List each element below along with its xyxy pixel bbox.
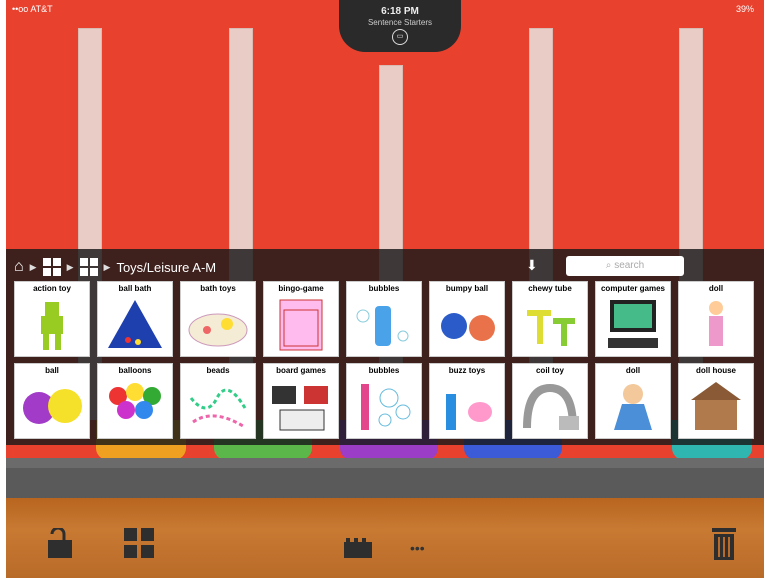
symbol-card[interactable] xyxy=(263,281,339,357)
grid-icon[interactable] xyxy=(80,258,98,276)
carrier-label: ••oo AT&T xyxy=(12,4,53,14)
bingo-card-image xyxy=(270,296,332,352)
symbol-picker xyxy=(6,249,764,445)
symbol-label: beads xyxy=(206,366,230,375)
symbol-card[interactable] xyxy=(346,281,422,357)
symbol-card[interactable] xyxy=(429,281,505,357)
symbol-card[interactable] xyxy=(429,363,505,439)
more-button[interactable]: ••• xyxy=(410,540,425,556)
symbol-card[interactable] xyxy=(180,363,256,439)
doll-image xyxy=(685,296,747,352)
symbol-card[interactable] xyxy=(346,363,422,439)
doll-house-image xyxy=(685,378,747,434)
chevron-right-icon: ▶ xyxy=(29,261,37,272)
symbol-label: chewy tube xyxy=(528,284,572,293)
symbol-card[interactable] xyxy=(97,281,173,357)
chewy-tube-image xyxy=(519,296,581,352)
symbol-card[interactable] xyxy=(678,363,754,439)
trash-icon[interactable] xyxy=(712,526,736,565)
download-icon[interactable]: ⬇ xyxy=(526,257,538,273)
search-input[interactable] xyxy=(566,256,684,276)
ball-image xyxy=(21,378,83,434)
symbol-card[interactable] xyxy=(180,281,256,357)
ball-bath-image xyxy=(104,296,166,352)
app-screen xyxy=(6,0,764,578)
keyboard-icon[interactable] xyxy=(344,538,372,563)
symbol-label: doll xyxy=(708,284,724,293)
symbol-card[interactable] xyxy=(97,363,173,439)
symbol-label: ball bath xyxy=(118,284,152,293)
symbol-label: board games xyxy=(276,366,326,375)
symbol-label: action toy xyxy=(33,284,71,293)
clock: 6:18 PM xyxy=(381,6,419,17)
symbol-label: bumpy ball xyxy=(445,284,489,293)
coil-toy-image xyxy=(519,378,581,434)
battery-label: 39% xyxy=(735,4,754,14)
action-toy-image xyxy=(21,296,83,352)
symbol-card[interactable] xyxy=(512,281,588,357)
doll-image xyxy=(602,378,664,434)
unlock-icon[interactable] xyxy=(46,528,74,558)
title-notch xyxy=(339,0,461,52)
symbol-card[interactable] xyxy=(512,363,588,439)
symbol-card[interactable] xyxy=(595,281,671,357)
beads-image xyxy=(187,378,249,434)
board-games-image xyxy=(270,378,332,434)
balloons-image xyxy=(104,378,166,434)
symbol-label: balloons xyxy=(118,366,152,375)
bubbles-image xyxy=(353,378,415,434)
symbol-card[interactable] xyxy=(595,363,671,439)
symbol-label: doll xyxy=(625,366,641,375)
breadcrumb-current[interactable]: Toys/Leisure A-M xyxy=(116,259,217,275)
speech-bubble-icon[interactable]: ▭ xyxy=(392,29,408,45)
symbol-label: coil toy xyxy=(535,366,564,375)
symbol-card[interactable] xyxy=(263,363,339,439)
bubbles-image xyxy=(353,296,415,352)
symbol-card[interactable] xyxy=(14,363,90,439)
bath-toys-image xyxy=(187,296,249,352)
symbol-card[interactable] xyxy=(678,281,754,357)
home-icon[interactable]: ⌂ xyxy=(14,258,24,275)
grid-icon[interactable] xyxy=(124,528,154,563)
bottom-toolbar xyxy=(6,498,764,578)
buzz-toys-image xyxy=(436,378,498,434)
tab-tray-shadow xyxy=(6,468,764,498)
symbol-label: doll house xyxy=(696,366,736,375)
bumpy-ball-image xyxy=(436,296,498,352)
grid-icon[interactable] xyxy=(43,258,61,276)
computer-games-image xyxy=(602,296,664,352)
symbol-label: ball xyxy=(45,366,59,375)
symbol-card[interactable] xyxy=(14,281,90,357)
search-icon: ⌕ xyxy=(605,260,615,271)
chevron-right-icon: ▶ xyxy=(103,261,111,272)
breadcrumb xyxy=(14,257,216,277)
symbol-label: bingo-game xyxy=(278,284,324,293)
symbol-label: bath toys xyxy=(200,284,236,293)
symbol-label: buzz toys xyxy=(448,366,486,375)
symbol-label: bubbles xyxy=(368,284,400,293)
search-placeholder: search xyxy=(614,260,645,271)
chevron-right-icon: ▶ xyxy=(66,261,74,272)
symbol-label: bubbles xyxy=(368,366,400,375)
symbol-label: computer games xyxy=(600,284,666,293)
page-title: Sentence Starters xyxy=(367,18,433,27)
